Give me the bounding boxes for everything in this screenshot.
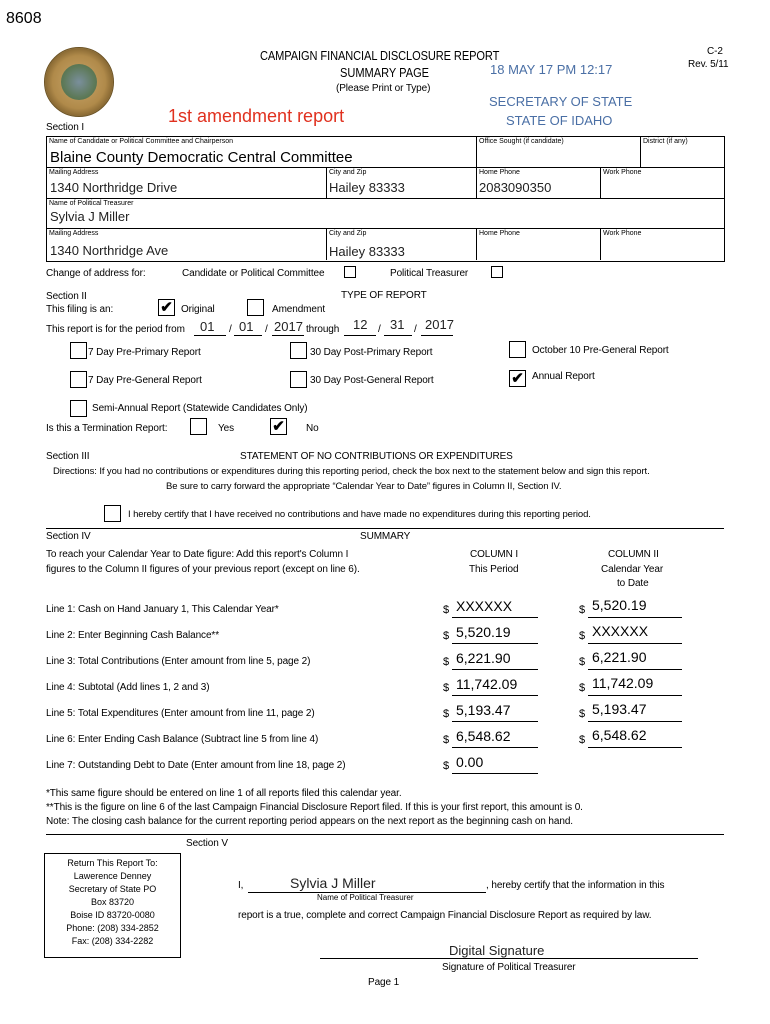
col2-currency: $ (579, 734, 586, 746)
change-candidate-checkbox[interactable] (344, 266, 356, 278)
mailing-address-field[interactable]: 1340 Northridge Drive (50, 180, 178, 195)
col1-amount-field[interactable]: 5,520.19 (456, 624, 511, 640)
change-treasurer-label: Political Treasurer (390, 268, 469, 279)
return-address-line: Boise ID 83720-0080 (70, 910, 155, 920)
no-contributions-certify: I hereby certify that I have received no contributions and have made no expenditures during this reporting period. (128, 509, 591, 520)
form-subtitle: SUMMARY PAGE (340, 65, 430, 80)
section-5-label: Section V (186, 838, 228, 849)
change-candidate-label: Candidate or Political Committee (182, 268, 325, 279)
section-3-directions-2: Be sure to carry forward the appropriate “Calendar Year to Date” figures in Column II, Section IV. (166, 481, 562, 492)
filing-type-label: This filing is an: (46, 304, 114, 315)
30day-post-primary-checkbox[interactable] (290, 342, 307, 359)
return-address-line: Fax: (208) 334-2282 (71, 936, 154, 946)
7day-pre-general-label: 7 Day Pre-General Report (88, 375, 202, 386)
type-of-report-title: TYPE OF REPORT (341, 290, 427, 301)
termination-no-checkbox[interactable]: ✔ (270, 418, 287, 435)
oct10-pre-general-label: October 10 Pre-General Report (532, 345, 669, 356)
city-zip-label: City and Zip (329, 169, 367, 176)
col1-currency: $ (443, 682, 450, 694)
return-address-line: Return This Report To: (67, 858, 158, 868)
col1-currency: $ (443, 760, 450, 772)
summary-line-label: Line 2: Enter Beginning Cash Balance** (46, 630, 219, 641)
section-2-label: Section II (46, 291, 87, 302)
30day-post-general-checkbox[interactable] (290, 371, 307, 388)
stamp-state: STATE OF IDAHO (506, 113, 613, 128)
col1-amount-field[interactable]: 0.00 (456, 754, 484, 770)
col2-currency: $ (579, 630, 586, 642)
form-code: C-2 (707, 46, 723, 57)
original-label: Original (181, 304, 215, 315)
summary-title: SUMMARY (360, 531, 411, 542)
treasurer-city-field[interactable]: Hailey 83333 (329, 244, 405, 259)
column-1-header: COLUMN I (470, 549, 519, 560)
digital-signature-field[interactable]: Digital Signature (449, 943, 545, 958)
certify-treasurer-name[interactable]: Sylvia J Miller (290, 875, 376, 891)
home-phone-field[interactable]: 2083090350 (479, 180, 552, 195)
section-3-label: Section III (46, 451, 90, 462)
summary-line-label: Line 5: Total Expenditures (Enter amount from line 11, page 2) (46, 708, 315, 719)
district-label: District (if any) (643, 138, 688, 145)
col2-amount-field[interactable]: XXXXXX (592, 623, 649, 639)
signature-caption: Signature of Political Treasurer (442, 962, 576, 973)
form-revision: Rev. 5/11 (688, 59, 729, 70)
column-2-subheader: Calendar Year (601, 564, 664, 575)
section-3-directions-1: Directions: If you had no contributions or expenditures during this reporting period, check the box next to the statement below and sign this report. (53, 466, 650, 477)
stamp-secretary: SECRETARY OF STATE (489, 94, 633, 109)
treasurer-city-label: City and Zip (329, 230, 367, 237)
summary-line-label: Line 3: Total Contributions (Enter amount from line 5, page 2) (46, 656, 311, 667)
work-phone-label: Work Phone (603, 169, 642, 176)
summary-intro-1: To reach your Calendar Year to Date figure: Add this report's Column I (46, 549, 349, 560)
annual-report-label: Annual Report (532, 371, 595, 382)
candidate-name-field[interactable]: Blaine County Democratic Central Committee (50, 149, 353, 166)
through-label: through (306, 324, 340, 335)
section-1-label: Section I (46, 122, 85, 133)
candidate-name-label: Name of Candidate or Political Committee and Chairperson (49, 138, 234, 145)
amendment-label: Amendment (272, 304, 326, 315)
semi-annual-checkbox[interactable] (70, 400, 87, 417)
col1-amount-field[interactable]: XXXXXX (456, 598, 513, 614)
col2-currency: $ (579, 656, 586, 668)
30day-post-primary-label: 30 Day Post-Primary Report (310, 347, 433, 358)
col1-amount-field[interactable]: 11,742.09 (456, 676, 518, 692)
document-number: 8608 (6, 10, 42, 27)
period-label: This report is for the period from (46, 324, 185, 335)
30day-post-general-label: 30 Day Post-General Report (310, 375, 434, 386)
no-contributions-checkbox[interactable] (104, 505, 121, 522)
footnote-1: *This same figure should be entered on line 1 of all reports filed this calendar year. (46, 788, 402, 799)
form-title: CAMPAIGN FINANCIAL DISCLOSURE REPORT (260, 48, 500, 63)
column-2-subheader-2: to Date (617, 578, 649, 589)
return-address-line: Box 83720 (90, 897, 135, 907)
col1-currency: $ (443, 656, 450, 668)
return-address-line: Phone: (208) 334-2852 (66, 923, 159, 933)
col1-amount-field[interactable]: 6,548.62 (456, 728, 511, 744)
period-to-year[interactable]: 2017 (425, 317, 454, 332)
amendment-note: 1st amendment report (168, 106, 345, 126)
section-3-title: STATEMENT OF NO CONTRIBUTIONS OR EXPENDITURES (240, 451, 513, 462)
footnote-2: **This is the figure on line 6 of the last Campaign Financial Disclosure Report filed. If this is your first report, this amount is 0. (46, 802, 583, 813)
period-to-day[interactable]: 31 (390, 317, 405, 332)
print-note: (Please Print or Type) (336, 83, 431, 94)
annual-report-checkbox[interactable]: ✔ (509, 370, 526, 387)
change-treasurer-checkbox[interactable] (491, 266, 503, 278)
termination-yes-checkbox[interactable] (190, 418, 207, 435)
city-zip-field[interactable]: Hailey 83333 (329, 180, 405, 195)
period-from-month[interactable]: 01 (200, 319, 215, 334)
original-checkbox[interactable]: ✔ (158, 299, 175, 316)
summary-line-label: Line 6: Enter Ending Cash Balance (Subtract line 5 from line 4) (46, 734, 319, 745)
page-number: Page 1 (368, 977, 400, 988)
home-phone-label: Home Phone (479, 169, 520, 176)
7day-pre-primary-label: 7 Day Pre-Primary Report (88, 347, 201, 358)
col2-currency: $ (579, 604, 586, 616)
col2-currency: $ (579, 682, 586, 694)
return-address-box (44, 853, 181, 958)
termination-label: Is this a Termination Report: (46, 423, 168, 434)
treasurer-mailing-label: Mailing Address (49, 230, 99, 237)
certify-tail: , hereby certify that the information in this (486, 880, 665, 891)
7day-pre-primary-checkbox[interactable] (70, 342, 87, 359)
7day-pre-general-checkbox[interactable] (70, 371, 87, 388)
col2-amount-field[interactable]: 5,193.47 (592, 701, 647, 717)
oct10-pre-general-checkbox[interactable] (509, 341, 526, 358)
col1-amount-field[interactable]: 5,193.47 (456, 702, 511, 718)
col2-amount-field[interactable]: 6,548.62 (592, 727, 647, 743)
column-1-subheader: This Period (469, 564, 519, 575)
summary-intro-2: figures to the Column II figures of your previous report (except on line 6). (46, 564, 360, 575)
col2-amount-field[interactable]: 11,742.09 (592, 675, 654, 691)
treasurer-mailing-field[interactable]: 1340 Northridge Ave (50, 243, 169, 258)
summary-line-label: Line 1: Cash on Hand January 1, This Calendar Year* (46, 604, 279, 615)
termination-yes-label: Yes (218, 423, 235, 434)
treasurer-home-phone-label: Home Phone (479, 230, 520, 237)
col2-amount-field[interactable]: 5,520.19 (592, 597, 647, 613)
footnote-3: Note: The closing cash balance for the current reporting period appears on the next report as the beginning cash on hand. (46, 816, 573, 827)
period-to-month[interactable]: 12 (353, 317, 368, 332)
col1-currency: $ (443, 630, 450, 642)
col2-currency: $ (579, 708, 586, 720)
amendment-checkbox[interactable] (247, 299, 264, 316)
change-address-label: Change of address for: (46, 268, 146, 279)
col2-amount-field[interactable]: 6,221.90 (592, 649, 647, 665)
col1-currency: $ (443, 708, 450, 720)
treasurer-work-phone-label: Work Phone (603, 230, 642, 237)
column-2-header: COLUMN II (608, 549, 659, 560)
col1-currency: $ (443, 734, 450, 746)
office-sought-label: Office Sought (if candidate) (479, 138, 564, 145)
semi-annual-label: Semi-Annual Report (Statewide Candidates Only) (92, 403, 308, 414)
period-from-day[interactable]: 01 (239, 319, 254, 334)
section-4-label: Section IV (46, 531, 91, 542)
certify-line-2: report is a true, complete and correct Campaign Financial Disclosure Report as required by law. (238, 910, 652, 921)
idaho-state-seal (44, 47, 114, 117)
return-address-line: Secretary of State PO (68, 884, 157, 894)
treasurer-name-field[interactable]: Sylvia J Miller (50, 209, 130, 224)
return-address-line: Lawerence Denney (73, 871, 152, 881)
summary-line-label: Line 7: Outstanding Debt to Date (Enter amount from line 18, page 2) (46, 760, 346, 771)
received-stamp-date: 18 MAY 17 PM 12:17 (490, 62, 613, 77)
treasurer-name-label: Name of Political Treasurer (49, 200, 134, 207)
col1-currency: $ (443, 604, 450, 616)
summary-line-label: Line 4: Subtotal (Add lines 1, 2 and 3) (46, 682, 210, 693)
mailing-address-label: Mailing Address (49, 169, 99, 176)
period-from-year[interactable]: 2017 (274, 319, 303, 334)
col1-amount-field[interactable]: 6,221.90 (456, 650, 511, 666)
name-caption: Name of Political Treasurer (317, 893, 414, 902)
certify-i: I, (238, 880, 244, 891)
termination-no-label: No (306, 423, 319, 434)
